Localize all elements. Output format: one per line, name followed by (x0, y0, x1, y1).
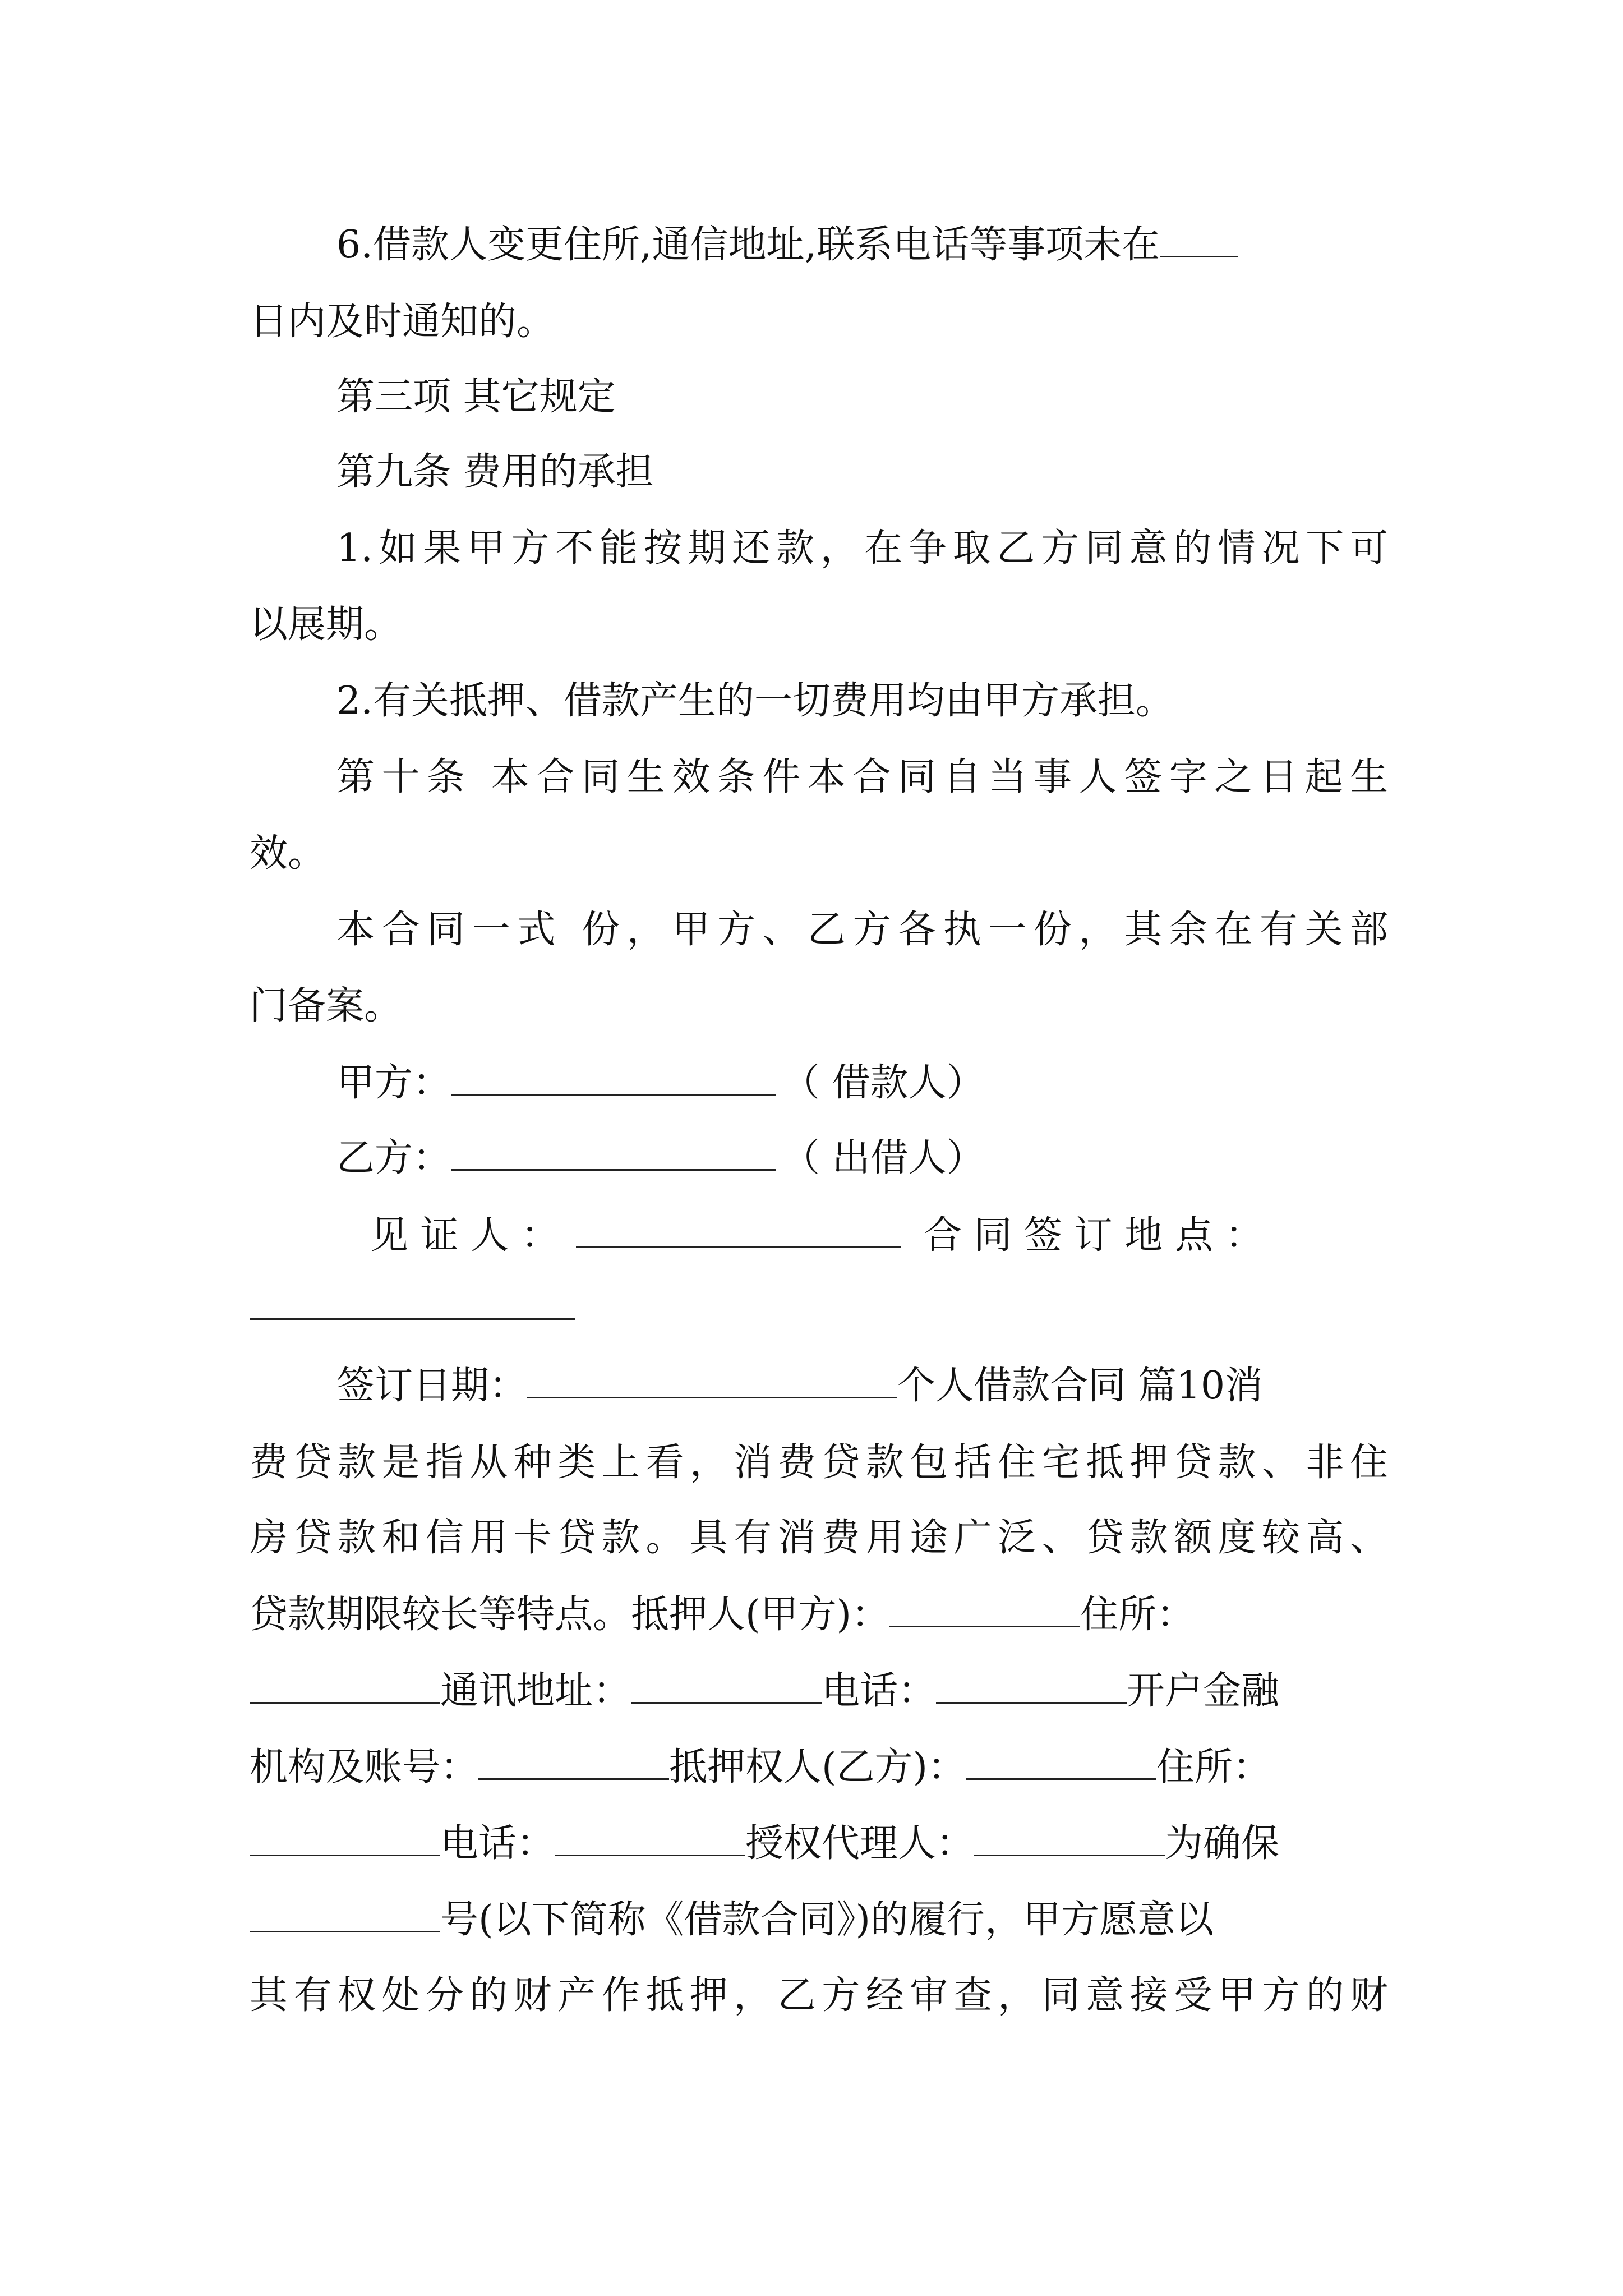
party-b-signature-line (336, 1135, 1388, 1181)
party-a-blank (451, 1060, 776, 1096)
text: 住所： (1156, 1745, 1271, 1789)
text: 个人借款合同 篇10消 (897, 1364, 1264, 1408)
party-b-blank (451, 1135, 776, 1171)
fill-blank (631, 1668, 822, 1704)
paragraph-line: 以展期。 (250, 602, 403, 647)
paragraph-line: 1.如果甲方不能按期还款，在争取乙方同意的情况下可 (336, 526, 1388, 570)
fill-blank (1160, 222, 1238, 257)
place-blank-line (250, 1285, 1388, 1330)
article-heading: 第九条 费用的承担 (336, 450, 654, 494)
party-b-role: （ 出借人） (782, 1136, 985, 1180)
paragraph-line: 房贷款和信用卡贷款。具有消费用途广泛、贷款额度较高、 (250, 1516, 1388, 1560)
party-a-role: （ 借款人） (782, 1061, 985, 1105)
paragraph-line: 2.有关抵押、借款产生的一切费用均由甲方承担。 (336, 679, 1174, 723)
date-blank (527, 1363, 897, 1398)
fill-blank (250, 1897, 440, 1932)
text: 贷款期限较长等特点。抵押人(甲方)： (250, 1593, 890, 1637)
paragraph-line: 费贷款是指从种类上看，消费贷款包括住宅抵押贷款、非住 (250, 1441, 1388, 1485)
text: 电话： (440, 1821, 555, 1866)
paragraph-line: 其有权处分的财产作抵押，乙方经审查，同意接受甲方的财 (250, 1973, 1388, 2018)
paragraph-line (250, 1668, 1388, 1714)
witness-line (370, 1213, 1388, 1258)
text: 为确保 (1165, 1821, 1280, 1866)
paragraph-line (250, 1897, 1388, 1943)
witness-label: 见 证 人 ： (370, 1213, 559, 1258)
fill-blank (478, 1745, 669, 1780)
party-a-signature-line (336, 1060, 1388, 1106)
text: 机构及账号： (250, 1745, 479, 1789)
paragraph-line: 日内及时通知的。 (250, 300, 555, 344)
fill-blank (555, 1821, 745, 1856)
place-blank (250, 1285, 575, 1320)
paragraph-line (336, 1363, 1388, 1409)
text: 通讯地址： (440, 1669, 631, 1713)
paragraph-line: 本合同一式 份，甲方、乙方各执一份，其余在有关部 (336, 908, 1388, 952)
fill-blank (974, 1821, 1165, 1856)
section-heading: 第三项 其它规定 (336, 375, 616, 419)
text: 授权代理人： (745, 1821, 975, 1866)
party-b-label: 乙方： (336, 1136, 451, 1180)
party-a-label: 甲方： (336, 1061, 451, 1105)
paragraph-line (250, 1592, 1388, 1637)
text: 住所： (1080, 1593, 1195, 1637)
text: 抵押权人(乙方)： (669, 1745, 966, 1789)
fill-blank (889, 1592, 1080, 1627)
paragraph-line: 门备案。 (250, 984, 403, 1028)
paragraph-line: 第十条 本合同生效条件本合同自当事人签字之日起生 (336, 755, 1388, 799)
fill-blank (966, 1745, 1156, 1780)
paragraph-line (250, 1821, 1388, 1866)
text: 电话： (822, 1669, 937, 1713)
paragraph-line (336, 222, 1388, 268)
date-label: 签订日期： (336, 1364, 528, 1408)
witness-blank (576, 1213, 901, 1248)
text: 号(以下简称《借款合同》)的履行，甲方愿意以 (440, 1898, 1214, 1942)
text: 开户金融 (1127, 1669, 1280, 1713)
fill-blank (250, 1821, 440, 1856)
text: 6.借款人变更住所,通信地址,联系电话等事项未在 (336, 223, 1160, 267)
fill-blank (936, 1668, 1127, 1704)
fill-blank (250, 1668, 440, 1704)
paragraph-line (250, 1745, 1388, 1790)
place-label: 合 同 签 订 地 点 ： (923, 1213, 1264, 1258)
paragraph-line: 效。 (250, 831, 326, 876)
